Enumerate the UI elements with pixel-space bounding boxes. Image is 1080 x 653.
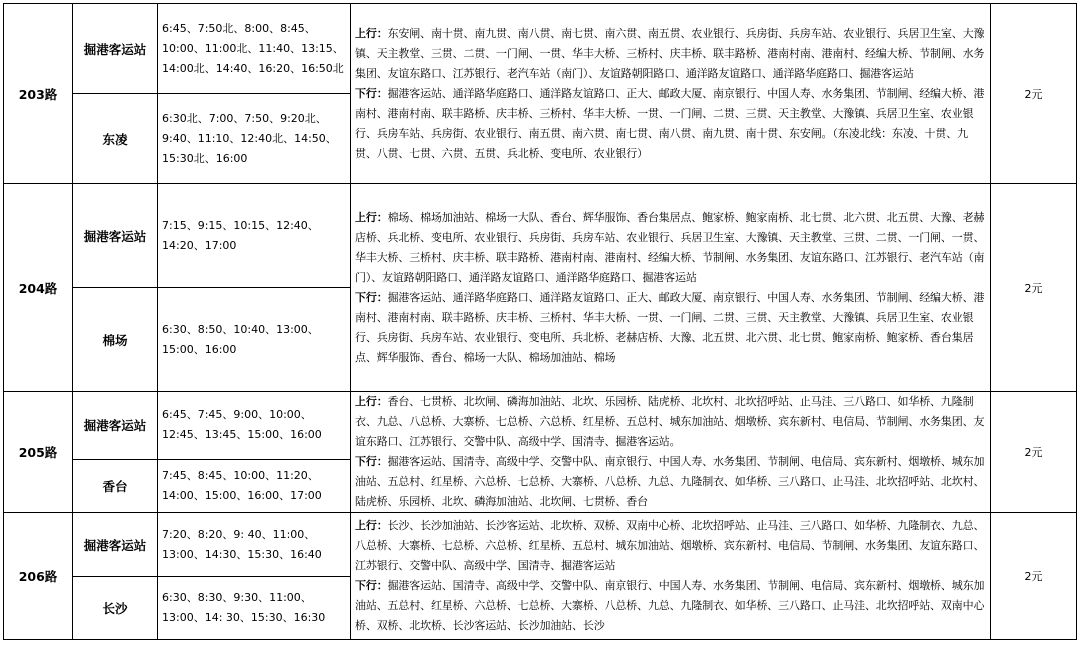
- up-direction: [355, 516, 986, 576]
- up-stops: 香台、七贯桥、北坎闸、磷海加油站、北坎、乐园桥、陆虎桥、北坎村、北坎招呼站、止马洼、三八路口、如华桥、九隆制衣、九总、八总桥、大寨桥、七总桥、六总桥、红星桥、五总村、城东加油站、烟墩桥、宾东新村、电信局、节制闸、水务集团、友谊东路口、江苏银行、交警中队、高级中学、国清寺、掘港客运站。: [355, 395, 985, 448]
- down-label: 下行：: [355, 455, 388, 468]
- down-stops: 掘港客运站、国清寺、高级中学、交警中队、南京银行、中国人寿、水务集团、节制闸、电信局、宾东新村、烟墩桥、城东加油站、五总村、红星桥、六总桥、七总桥、大寨桥、八总桥、九总、九隆制衣、如华桥、三八路口、止马洼、北坎招呼站、双南中心桥、双桥、北坎桥、长沙客运站、长沙加油站、长沙: [355, 579, 985, 632]
- station-name: 掘港客运站: [73, 392, 158, 460]
- table-row: [4, 513, 1077, 577]
- up-direction: [355, 208, 986, 288]
- up-direction: [355, 392, 986, 452]
- up-stops: 东安闸、南十贯、南九贯、南八贯、南七贯、南六贯、南五贯、农业银行、兵房街、兵房车站、农业银行、兵居卫生室、大豫镇、天主教堂、三贯、二贯、一门闸、一贯、华丰大桥、三桥村、庆丰桥、联丰路桥、港南村南、港南村、经编大桥、节制闸、水务集团、友谊东路口、江苏银行、老汽车站（南门）、友谊路朝阳路口、通洋路友谊路口、通洋路华庭路口、掘港客运站: [355, 26, 985, 80]
- up-label: 上行：: [355, 395, 388, 408]
- up-label: 上行：: [355, 519, 388, 532]
- down-label: 下行：: [355, 290, 388, 304]
- station-name: 香台: [73, 459, 158, 512]
- route-stops: [351, 513, 991, 640]
- down-direction: [355, 576, 986, 636]
- fare: 2元: [991, 184, 1077, 392]
- fare: 2元: [991, 392, 1077, 513]
- departure-times: 6:30北、7:00、7:50、9:20北、9:40、11:10、12:40北、14:50、15:30北、16:00: [158, 94, 351, 184]
- departure-times: 7:15、9:15、10:15、12:40、14:20、17:00: [158, 184, 351, 288]
- up-stops: 长沙、长沙加油站、长沙客运站、北坎桥、双桥、双南中心桥、北坎招呼站、止马洼、三八路口、如华桥、九隆制衣、九总、八总桥、大寨桥、七总桥、六总桥、红星桥、五总村、城东加油站、烟墩桥、宾东新村、电信局、节制闸、水务集团、友谊东路口、江苏银行、交警中队、高级中学、国清寺、掘港客运站: [355, 519, 985, 572]
- route-name: 206路: [4, 513, 73, 640]
- fare: 2元: [991, 4, 1077, 184]
- route-stops: [351, 184, 991, 392]
- up-label: 上行：: [355, 210, 388, 224]
- up-label: 上行：: [355, 26, 388, 40]
- table-row: [4, 184, 1077, 288]
- down-direction: [355, 452, 986, 512]
- down-stops: 掘港客运站、国清寺、高级中学、交警中队、南京银行、中国人寿、水务集团、节制闸、电信局、宾东新村、烟墩桥、城东加油站、五总村、红星桥、六总桥、七总桥、大寨桥、八总桥、九总、九隆制衣、如华桥、三八路口、止马洼、北坎招呼站、北坎村、陆虎桥、乐园桥、北坎、磷海加油站、北坎闸、七贯桥、香台: [355, 455, 985, 508]
- departure-times: 6:30、8:50、10:40、13:00、15:00、16:00: [158, 288, 351, 392]
- route-stops: [351, 392, 991, 513]
- up-direction: [355, 24, 986, 84]
- route-stops: [351, 4, 991, 184]
- departure-times: 7:20、8:20、9: 40、11:00、13:00、14:30、15:30、16:40: [158, 513, 351, 577]
- down-label: 下行：: [355, 86, 388, 100]
- bus-schedule-table: [3, 3, 1077, 640]
- down-label: 下行：: [355, 579, 388, 592]
- departure-times: 6:45、7:45、9:00、10:00、12:45、13:45、15:00、16:00: [158, 392, 351, 460]
- station-name: 掘港客运站: [73, 184, 158, 288]
- station-name: 掘港客运站: [73, 4, 158, 94]
- station-name: 掘港客运站: [73, 513, 158, 577]
- table-row: [4, 4, 1077, 94]
- route-name: 203路: [4, 4, 73, 184]
- station-name: 长沙: [73, 577, 158, 640]
- down-direction: [355, 288, 986, 368]
- route-name: 205路: [4, 392, 73, 513]
- up-stops: 棉场、棉场加油站、棉场一大队、香台、辉华服饰、香台集居点、鲍家桥、鲍家南桥、北七贯、北六贯、北五贯、大豫、老赫店桥、兵北桥、变电所、农业银行、兵房街、兵房车站、农业银行、兵居卫生室、大豫镇、天主教堂、三贯、二贯、一门闸、一贯、华丰大桥、三桥村、庆丰桥、联丰路桥、港南村南、港南村、经编大桥、节制闸、水务集团、友谊东路口、江苏银行、老汽车站（南门）、友谊路朝阳路口、通洋路友谊路口、通洋路华庭路口、掘港客运站: [355, 210, 985, 284]
- station-name: 棉场: [73, 288, 158, 392]
- departure-times: 6:45、7:50北、8:00、8:45、10:00、11:00北、11:40、13:15、14:00北、14:40、16:20、16:50北: [158, 4, 351, 94]
- table-row: [4, 392, 1077, 460]
- down-stops: 掘港客运站、通洋路华庭路口、通洋路友谊路口、正大、邮政大厦、南京银行、中国人寿、水务集团、节制闸、经编大桥、港南村、港南村南、联丰路桥、庆丰桥、三桥村、华丰大桥、一贯、一门闸、二贯、三贯、天主教堂、大豫镇、兵居卫生室、农业银行、兵房车站、兵房街、农业银行、南五贯、南六贯、南七贯、南八贯、南九贯、南十贯、东安闸。（东凌北线：东凌、十贯、九贯、八贯、七贯、六贯、五贯、兵北桥、变电所、农业银行）: [355, 86, 985, 160]
- down-stops: 掘港客运站、通洋路华庭路口、通洋路友谊路口、正大、邮政大厦、南京银行、中国人寿、水务集团、节制闸、经编大桥、港南村、港南村南、联丰路桥、庆丰桥、三桥村、华丰大桥、一贯、一门闸、二贯、三贯、天主教堂、大豫镇、兵居卫生室、农业银行、兵房街、兵房车站、农业银行、变电所、兵北桥、老赫店桥、大豫、北五贯、北六贯、北七贯、鲍家南桥、鲍家桥、香台集居点、辉华服饰、香台、棉场一大队、棉场加油站、棉场: [355, 290, 985, 364]
- down-direction: [355, 84, 986, 164]
- route-name: 204路: [4, 184, 73, 392]
- departure-times: 7:45、8:45、10:00、11:20、14:00、15:00、16:00、17:00: [158, 459, 351, 512]
- departure-times: 6:30、8:30、9:30、11:00、13:00、14: 30、15:30、16:30: [158, 577, 351, 640]
- fare: 2元: [991, 513, 1077, 640]
- station-name: 东凌: [73, 94, 158, 184]
